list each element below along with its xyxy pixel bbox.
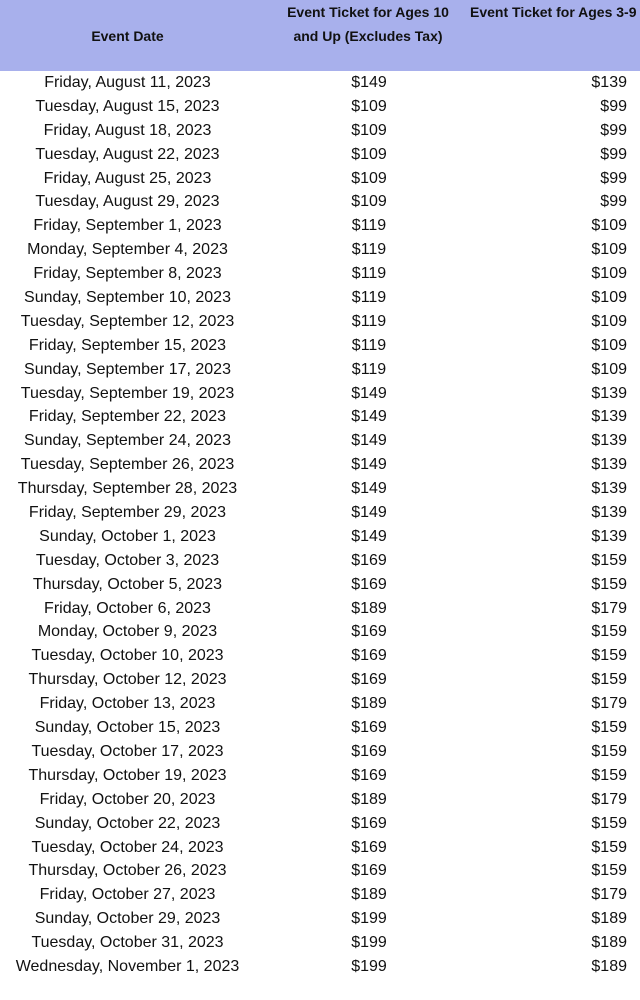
cell-event-date: Tuesday, September 19, 2023: [20, 384, 235, 402]
cell-child-price: $179: [591, 790, 627, 808]
cell-event-date: Friday, September 22, 2023: [28, 408, 227, 426]
cell-child-price: $159: [591, 719, 627, 737]
cell-child-price: $159: [591, 623, 627, 641]
cell-adult-price: $109: [351, 121, 387, 139]
cell-child-price: $159: [591, 766, 627, 784]
cell-adult-price: $149: [351, 384, 387, 402]
table-row: [0, 932, 640, 956]
cell-event-date: Friday, August 18, 2023: [43, 121, 212, 139]
table-row: [0, 335, 640, 359]
cell-event-date: Friday, October 20, 2023: [39, 790, 216, 808]
table-row: [0, 669, 640, 693]
cell-child-price: $99: [600, 97, 627, 115]
cell-child-price: $179: [591, 599, 627, 617]
table-row: [0, 478, 640, 502]
table-row: [0, 621, 640, 645]
cell-event-date: Tuesday, October 31, 2023: [31, 934, 224, 952]
cell-event-date: Thursday, October 12, 2023: [28, 671, 227, 689]
cell-adult-price: $109: [351, 145, 387, 163]
cell-adult-price: $169: [351, 742, 387, 760]
cell-event-date: Sunday, October 1, 2023: [39, 527, 216, 545]
cell-adult-price: $189: [351, 695, 387, 713]
cell-child-price: $109: [591, 265, 627, 283]
table-row: [0, 454, 640, 478]
cell-event-date: Thursday, October 19, 2023: [28, 766, 227, 784]
table-row: [0, 168, 640, 192]
cell-child-price: $179: [591, 695, 627, 713]
table-row: [0, 884, 640, 908]
cell-event-date: Monday, September 4, 2023: [27, 241, 228, 259]
table-row: [0, 406, 640, 430]
table-row: [0, 693, 640, 717]
table-row: [0, 956, 640, 980]
cell-child-price: $159: [591, 862, 627, 880]
table-row: [0, 311, 640, 335]
table-row: [0, 837, 640, 861]
cell-child-price: $109: [591, 217, 627, 235]
cell-event-date: Sunday, October 22, 2023: [34, 814, 221, 832]
cell-adult-price: $199: [351, 957, 387, 975]
cell-adult-price: $149: [351, 432, 387, 450]
table-row: [0, 526, 640, 550]
cell-child-price: $99: [600, 169, 627, 187]
cell-adult-price: $189: [351, 790, 387, 808]
cell-adult-price: $109: [351, 97, 387, 115]
table-row: [0, 430, 640, 454]
cell-child-price: $109: [591, 360, 627, 378]
cell-adult-price: $149: [351, 456, 387, 474]
cell-adult-price: $119: [351, 241, 387, 259]
cell-child-price: $139: [591, 384, 627, 402]
table-body: [0, 72, 640, 980]
table-row: [0, 120, 640, 144]
table-row: [0, 908, 640, 932]
cell-adult-price: $169: [351, 862, 387, 880]
cell-child-price: $189: [591, 910, 627, 928]
cell-child-price: $139: [591, 408, 627, 426]
cell-adult-price: $169: [351, 766, 387, 784]
cell-adult-price: $119: [351, 312, 387, 330]
cell-adult-price: $109: [351, 169, 387, 187]
cell-child-price: $189: [591, 934, 627, 952]
table-row: [0, 263, 640, 287]
cell-child-price: $139: [591, 432, 627, 450]
cell-adult-price: $109: [351, 193, 387, 211]
cell-child-price: $139: [591, 480, 627, 498]
cell-child-price: $139: [591, 504, 627, 522]
cell-child-price: $99: [600, 121, 627, 139]
cell-event-date: Sunday, September 17, 2023: [24, 360, 231, 378]
cell-child-price: $99: [600, 145, 627, 163]
cell-adult-price: $119: [351, 265, 387, 283]
cell-adult-price: $169: [351, 671, 387, 689]
cell-adult-price: $119: [351, 217, 387, 235]
table-row: [0, 239, 640, 263]
cell-adult-price: $169: [351, 838, 387, 856]
cell-event-date: Thursday, October 26, 2023: [28, 862, 227, 880]
table-row: [0, 144, 640, 168]
cell-adult-price: $169: [351, 623, 387, 641]
cell-event-date: Tuesday, October 24, 2023: [31, 838, 224, 856]
cell-event-date: Sunday, September 24, 2023: [24, 432, 231, 450]
table-row: [0, 72, 640, 96]
cell-child-price: $159: [591, 814, 627, 832]
table-row: [0, 765, 640, 789]
table-row: [0, 717, 640, 741]
cell-event-date: Friday, September 29, 2023: [28, 504, 227, 522]
cell-event-date: Tuesday, September 26, 2023: [20, 456, 235, 474]
table-row: [0, 287, 640, 311]
table-row: [0, 860, 640, 884]
cell-child-price: $159: [591, 551, 627, 569]
cell-child-price: $99: [600, 193, 627, 211]
cell-event-date: Sunday, October 29, 2023: [34, 910, 221, 928]
cell-child-price: $159: [591, 671, 627, 689]
table-row: [0, 215, 640, 239]
table-row: [0, 645, 640, 669]
cell-event-date: Friday, September 1, 2023: [33, 217, 222, 235]
cell-event-date: Tuesday, October 3, 2023: [35, 551, 220, 569]
cell-child-price: $159: [591, 838, 627, 856]
cell-adult-price: $189: [351, 886, 387, 904]
table-row: [0, 789, 640, 813]
header-adult-ticket: Event Ticket for Ages 10 and Up (Excludes Tax): [287, 4, 449, 44]
cell-adult-price: $119: [351, 289, 387, 307]
cell-child-price: $189: [591, 957, 627, 975]
cell-event-date: Thursday, September 28, 2023: [17, 480, 238, 498]
cell-adult-price: $169: [351, 719, 387, 737]
cell-event-date: Tuesday, October 10, 2023: [31, 647, 224, 665]
cell-child-price: $109: [591, 336, 627, 354]
cell-event-date: Sunday, September 10, 2023: [24, 289, 231, 307]
table-row: [0, 383, 640, 407]
cell-event-date: Tuesday, August 15, 2023: [35, 97, 220, 115]
table-row: [0, 550, 640, 574]
cell-adult-price: $149: [351, 480, 387, 498]
table-row: [0, 741, 640, 765]
cell-adult-price: $199: [351, 934, 387, 952]
table-row: [0, 191, 640, 215]
header-child-ticket: Event Ticket for Ages 3-9: [470, 4, 637, 20]
cell-event-date: Friday, October 6, 2023: [44, 599, 211, 617]
table-row: [0, 502, 640, 526]
cell-adult-price: $169: [351, 814, 387, 832]
cell-adult-price: $149: [351, 408, 387, 426]
cell-adult-price: $199: [351, 910, 387, 928]
cell-event-date: Tuesday, August 29, 2023: [35, 193, 220, 211]
table-row: [0, 96, 640, 120]
cell-child-price: $109: [591, 312, 627, 330]
cell-adult-price: $169: [351, 647, 387, 665]
table-row: [0, 359, 640, 383]
cell-child-price: $139: [591, 74, 627, 91]
cell-adult-price: $149: [351, 504, 387, 522]
cell-event-date: Tuesday, September 12, 2023: [20, 312, 235, 330]
cell-child-price: $139: [591, 456, 627, 474]
cell-child-price: $159: [591, 647, 627, 665]
cell-event-date: Friday, September 8, 2023: [33, 265, 222, 283]
cell-event-date: Sunday, October 15, 2023: [34, 719, 221, 737]
cell-adult-price: $149: [351, 74, 387, 91]
cell-event-date: Wednesday, November 1, 2023: [15, 957, 240, 975]
cell-event-date: Tuesday, October 17, 2023: [31, 742, 224, 760]
cell-event-date: Friday, September 15, 2023: [28, 336, 227, 354]
cell-child-price: $159: [591, 575, 627, 593]
cell-adult-price: $119: [351, 360, 387, 378]
cell-adult-price: $189: [351, 599, 387, 617]
cell-adult-price: $119: [351, 336, 387, 354]
cell-event-date: Friday, October 13, 2023: [39, 695, 216, 713]
header-event-date: Event Date: [91, 28, 164, 44]
cell-event-date: Friday, August 11, 2023: [44, 74, 211, 91]
cell-event-date: Friday, August 25, 2023: [43, 169, 212, 187]
table-row: [0, 598, 640, 622]
cell-event-date: Tuesday, August 22, 2023: [35, 145, 220, 163]
table-row: [0, 574, 640, 598]
cell-event-date: Monday, October 9, 2023: [37, 623, 218, 641]
cell-adult-price: $169: [351, 575, 387, 593]
cell-child-price: $109: [591, 241, 627, 259]
cell-child-price: $139: [591, 527, 627, 545]
cell-child-price: $159: [591, 742, 627, 760]
cell-adult-price: $149: [351, 527, 387, 545]
table-header: [0, 0, 640, 71]
cell-event-date: Thursday, October 5, 2023: [32, 575, 223, 593]
cell-child-price: $109: [591, 289, 627, 307]
cell-adult-price: $169: [351, 551, 387, 569]
table-row: [0, 813, 640, 837]
cell-child-price: $179: [591, 886, 627, 904]
cell-event-date: Friday, October 27, 2023: [39, 886, 216, 904]
